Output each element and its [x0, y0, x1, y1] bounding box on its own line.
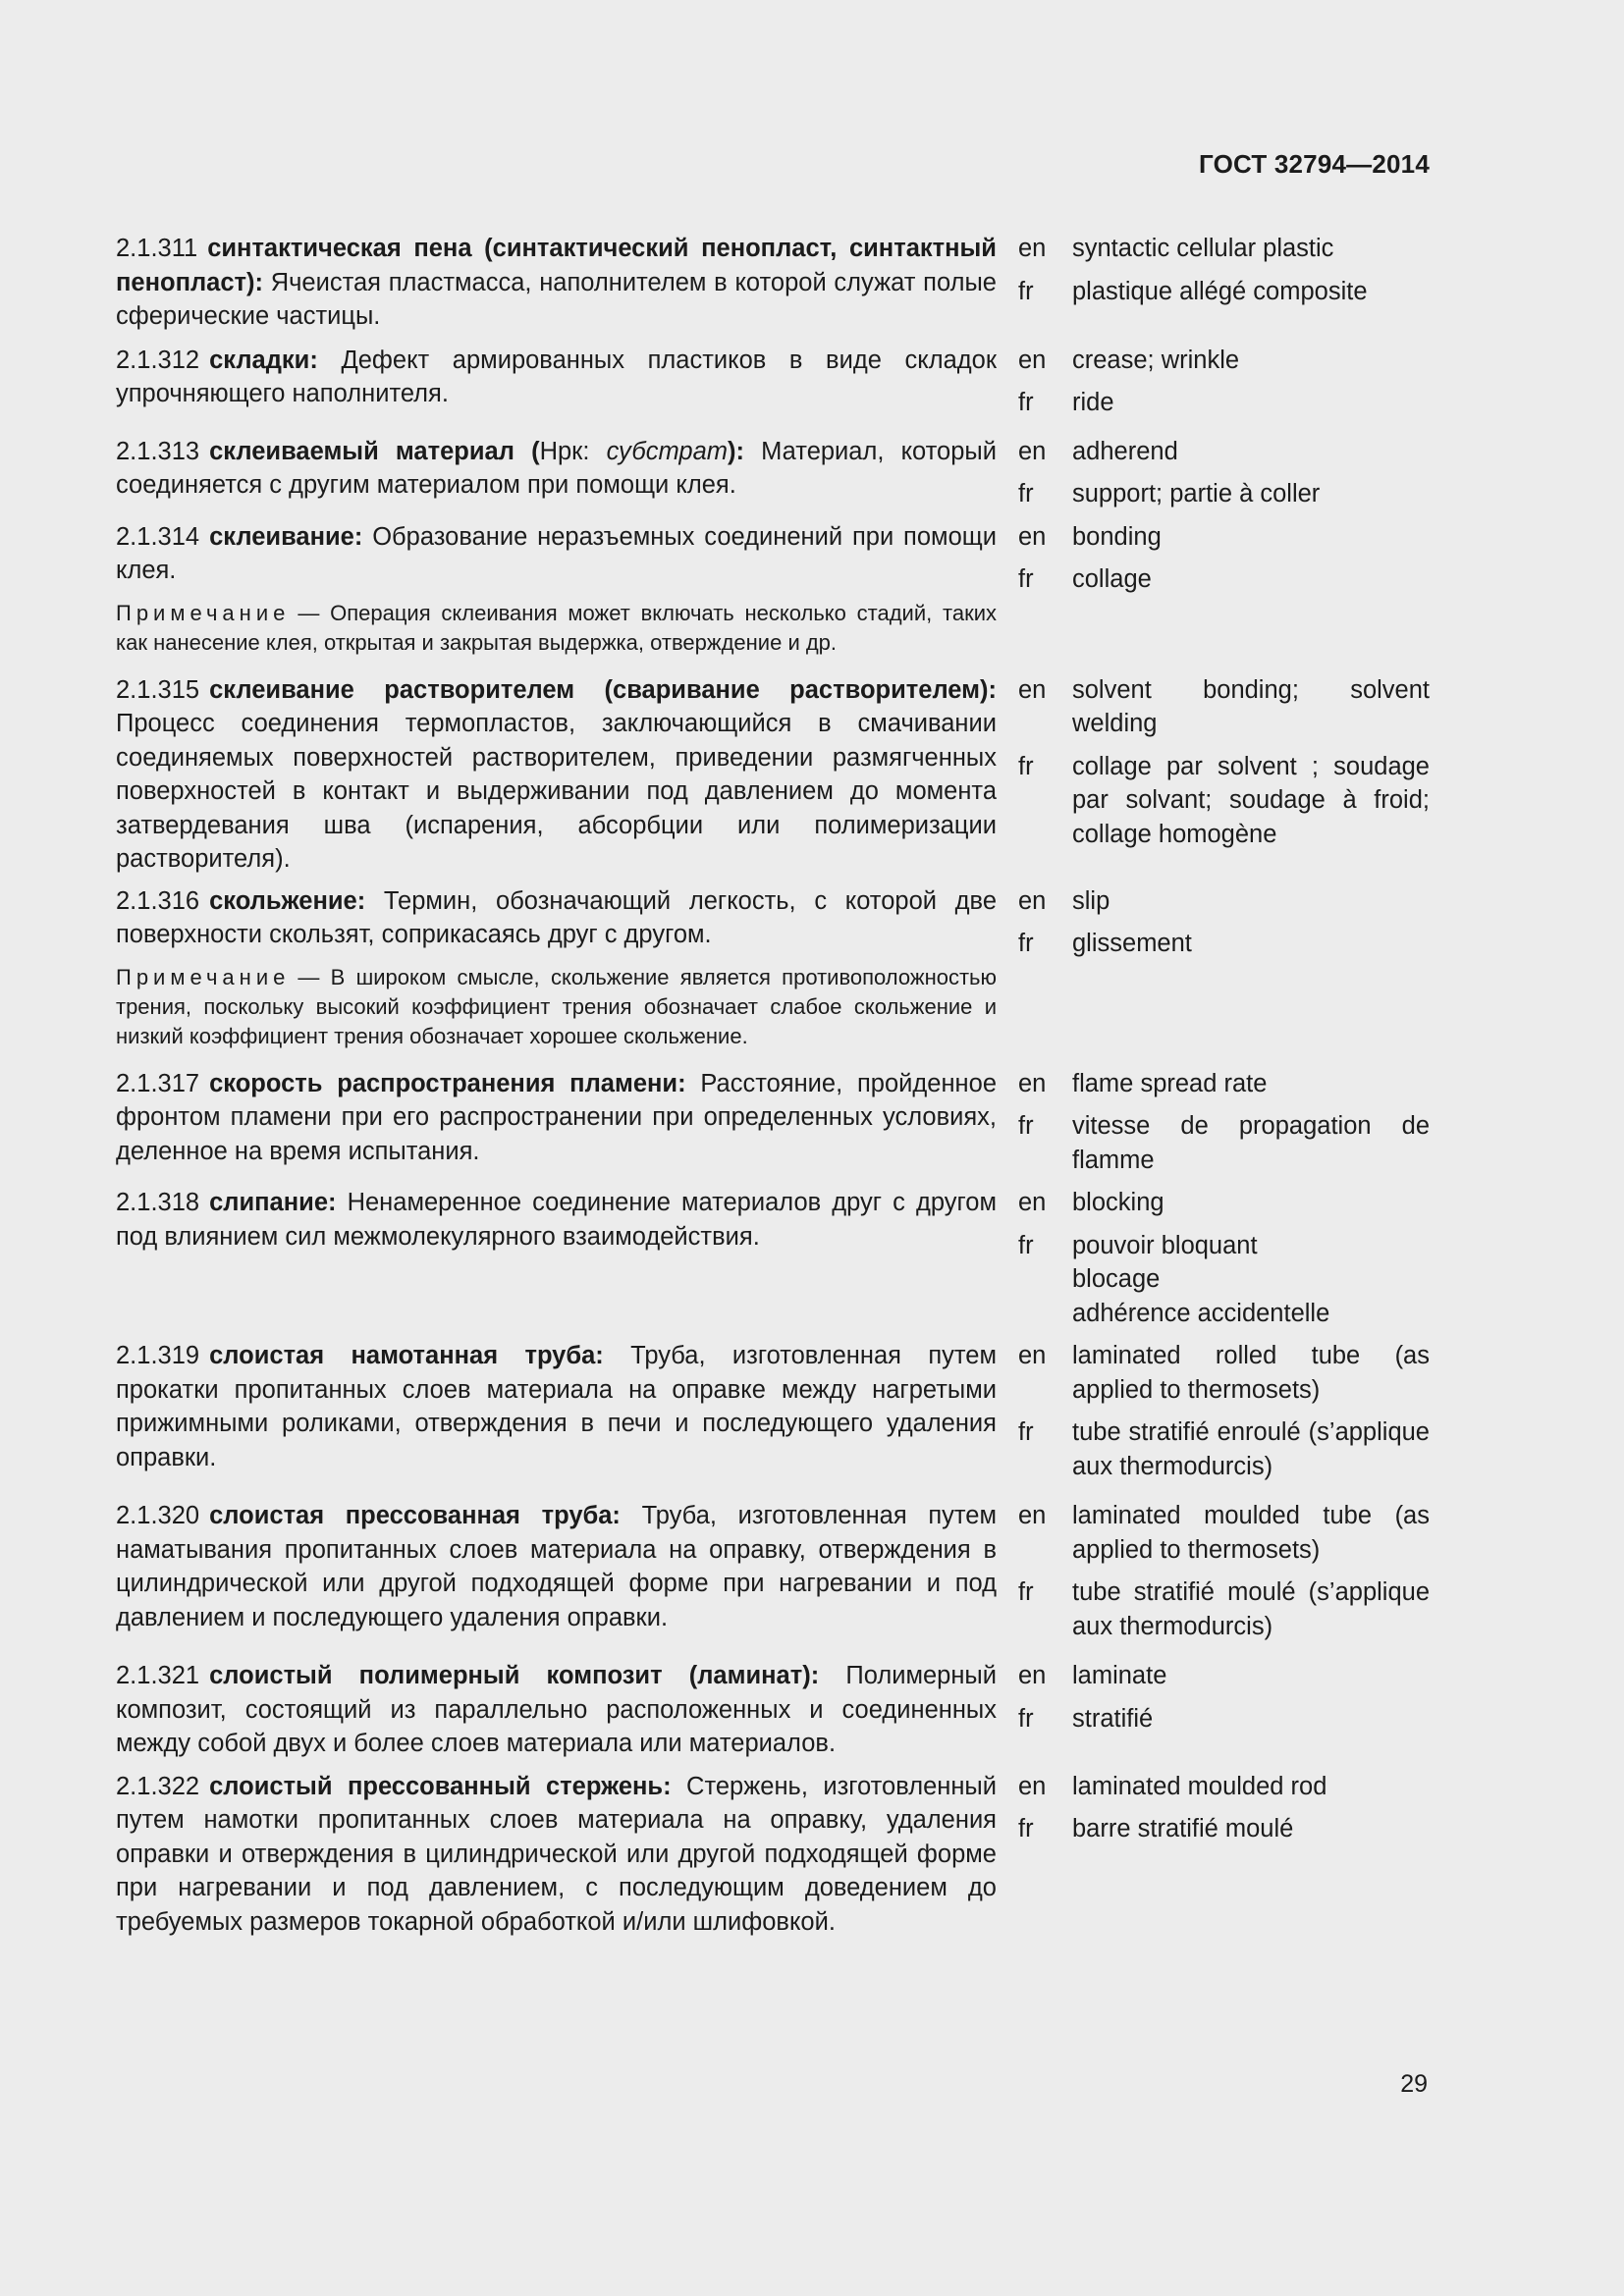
translations	[1018, 884, 1430, 961]
term-note	[116, 963, 997, 1051]
lang-code-en: en	[1018, 1342, 1047, 1369]
english-equivalent: laminated moulded tube (as applied to thermosets)	[1072, 1502, 1430, 1564]
term-definition-block	[116, 232, 997, 334]
term-definition-block	[116, 1339, 997, 1474]
translation-en	[1018, 232, 1430, 266]
term-name-tail: ):	[728, 437, 744, 465]
translations	[1018, 673, 1430, 852]
french-equivalent: tube stratifié enroulé (s’applique aux thermodurcis)	[1072, 1418, 1430, 1480]
deprecated-label: Нрк:	[539, 437, 607, 465]
lang-code-fr: fr	[1018, 277, 1034, 305]
translation-fr	[1018, 1229, 1430, 1331]
translations	[1018, 1186, 1430, 1330]
translation-en	[1018, 1067, 1430, 1101]
french-equivalent: blocage	[1072, 1265, 1161, 1293]
lang-code-en: en	[1018, 522, 1047, 551]
translation-en	[1018, 1499, 1430, 1567]
term-definition	[116, 884, 997, 952]
definition-text: Стержень, изготовленный путем намотки пропитанных слоев материала на оправку, удаления оправки и отверждения в цилиндрической или другой подходящей форме при нагревании и под давлением, с последующим доведением до требуемых размеров токарной обработкой и/или шлифовкой.	[116, 1772, 997, 1936]
french-equivalent: support; partie à coller	[1072, 480, 1321, 507]
term-name: склеивание:	[209, 522, 363, 551]
definition-text: Труба, изготовленная путем наматывания пропитанных слоев материала на оправку, отверждения в цилиндрической или другой подходящей форме при нагревании и под давлением и последующего удаления оправки.	[116, 1502, 997, 1631]
translation-fr	[1018, 1575, 1430, 1643]
definition-text: Ячеистая пластмасса, наполнителем в которой служат полые сферические частицы.	[116, 268, 997, 330]
term-definition	[116, 673, 997, 877]
term-entry	[116, 1339, 1430, 1483]
term-name: скорость распространения пламени:	[209, 1069, 686, 1097]
translations	[1018, 1339, 1430, 1483]
lang-code-en: en	[1018, 235, 1047, 262]
definition-text: Образование неразъемных соединений при помощи клея.	[116, 522, 997, 584]
translation-en	[1018, 673, 1430, 741]
term-name: слоистый полимерный композит (ламинат):	[209, 1662, 820, 1689]
term-definition-block	[116, 884, 997, 1051]
translation-fr	[1018, 1702, 1430, 1736]
deprecated-term: субстрат	[606, 437, 729, 465]
lang-code-fr: fr	[1018, 1418, 1034, 1446]
french-equivalent: adhérence accidentelle	[1072, 1299, 1330, 1327]
term-entry	[116, 884, 1430, 1051]
term-number: 2.1.319	[116, 1342, 200, 1369]
term-definition-block	[116, 1499, 997, 1634]
french-equivalent: pouvoir bloquant	[1072, 1231, 1258, 1259]
french-equivalent: plastique allégé composite	[1072, 277, 1368, 305]
term-definition-block	[116, 435, 997, 503]
lang-code-en: en	[1018, 1772, 1047, 1800]
translation-fr	[1018, 750, 1430, 852]
lang-code-en: en	[1018, 1502, 1047, 1529]
translation-fr	[1018, 1812, 1430, 1846]
definition-text: Процесс соединения термопластов, заключающийся в смачивании соединяемых поверхностей растворителем, приведении размягченных поверхностей в контакт и выдерживании под давлением до момента затвердевания шва (испарения, абсорбции или полимеризации растворителя).	[116, 710, 997, 873]
lang-code-en: en	[1018, 1662, 1047, 1689]
term-number: 2.1.318	[116, 1189, 200, 1216]
term-name: синтактическая пена (синтактический пенопласт, синтактный пенопласт):	[116, 235, 997, 296]
translation-fr	[1018, 1109, 1430, 1177]
lang-code-fr: fr	[1018, 565, 1034, 593]
translations	[1018, 520, 1430, 597]
english-equivalent: adherend	[1072, 437, 1178, 465]
term-definition	[116, 1339, 997, 1474]
term-number: 2.1.321	[116, 1662, 200, 1689]
translation-en	[1018, 1339, 1430, 1407]
lang-code-fr: fr	[1018, 389, 1034, 416]
translation-en	[1018, 1659, 1430, 1693]
term-entry	[116, 673, 1430, 877]
translations	[1018, 1499, 1430, 1643]
term-name: слоистая прессованная труба:	[209, 1502, 621, 1529]
term-number: 2.1.316	[116, 886, 200, 915]
translation-fr	[1018, 477, 1430, 511]
definition-text: Полимерный композит, состоящий из параллельно расположенных и соединенных между собой двух и более слоев материала или материалов.	[116, 1662, 997, 1757]
term-number: 2.1.320	[116, 1502, 200, 1529]
term-number: 2.1.314	[116, 522, 200, 551]
translations	[1018, 1770, 1430, 1846]
term-definition-block	[116, 673, 997, 877]
term-name: складки:	[209, 346, 318, 374]
term-definition	[116, 1186, 997, 1254]
definition-text: Термин, обозначающий легкость, с которой две поверхности скользят, соприкасаясь друг с другом.	[116, 886, 997, 948]
terms-list	[116, 232, 1430, 1939]
english-equivalent: solvent bonding; solvent welding	[1072, 675, 1430, 737]
term-name: слипание:	[209, 1189, 337, 1216]
note-text: — В широком смысле, скольжение является противоположностью трения, поскольку высокий коэффициент трения обозначает слабое скольжение и низкий коэффициент трения обозначает хорошее скольжение.	[116, 964, 997, 1048]
lang-code-en: en	[1018, 1069, 1047, 1097]
term-entry	[116, 232, 1430, 334]
term-definition	[116, 344, 997, 411]
english-equivalent: syntactic cellular plastic	[1072, 235, 1334, 262]
term-number: 2.1.311	[116, 235, 198, 262]
page-number: 29	[1400, 2070, 1428, 2098]
french-equivalents	[1072, 1229, 1430, 1331]
lang-code-fr: fr	[1018, 1231, 1034, 1259]
term-name: склеиваемый материал (	[209, 437, 540, 465]
french-equivalent: collage	[1072, 565, 1152, 593]
term-number: 2.1.313	[116, 437, 200, 465]
french-equivalent: stratifié	[1072, 1704, 1154, 1733]
lang-code-fr: fr	[1018, 1815, 1034, 1842]
term-entry	[116, 1770, 1430, 1940]
french-equivalent: glissement	[1072, 930, 1192, 957]
term-definition-block	[116, 1186, 997, 1254]
definition-text: Дефект армированных пластиков в виде складок упрочняющего наполнителя.	[116, 346, 997, 407]
translation-fr	[1018, 1415, 1430, 1483]
french-equivalent: ride	[1072, 389, 1114, 416]
term-definition	[116, 1659, 997, 1761]
term-name: склеивание растворителем (сваривание растворителем):	[209, 675, 997, 704]
translation-en	[1018, 344, 1430, 378]
english-equivalent: flame spread rate	[1072, 1069, 1268, 1097]
definition-text: Труба, изготовленная путем прокатки пропитанных слоев материала на оправке между нагретыми прижимными роликами, отверждения в печи и последующего удаления оправки.	[116, 1342, 997, 1471]
lang-code-fr: fr	[1018, 480, 1034, 507]
translation-en	[1018, 435, 1430, 469]
definition-text: Материал, который соединяется с другим материалом при помощи клея.	[116, 437, 997, 499]
translation-fr	[1018, 275, 1430, 309]
french-equivalent: vitesse de propagation de flamme	[1072, 1112, 1430, 1174]
english-equivalent: blocking	[1072, 1189, 1164, 1216]
definition-text: Расстояние, пройденное фронтом пламени при его распространении при определенных условиях, деленное на время испытания.	[116, 1069, 998, 1165]
english-equivalent: crease; wrinkle	[1072, 346, 1240, 374]
translations	[1018, 1659, 1430, 1735]
translation-en	[1018, 520, 1430, 555]
term-entry	[116, 1659, 1430, 1761]
english-equivalent: laminate	[1072, 1662, 1167, 1689]
term-definition	[116, 232, 997, 334]
term-definition-block	[116, 1659, 997, 1761]
lang-code-fr: fr	[1018, 1112, 1034, 1140]
note-label: Примечание	[116, 600, 291, 625]
lang-code-fr: fr	[1018, 930, 1034, 957]
term-definition	[116, 1067, 997, 1169]
term-entry	[116, 1186, 1430, 1330]
standard-header: ГОСТ 32794—2014	[1199, 149, 1430, 179]
term-number: 2.1.322	[116, 1772, 200, 1800]
term-name: скольжение:	[209, 886, 366, 915]
term-note	[116, 599, 997, 658]
translation-fr	[1018, 927, 1430, 961]
lang-code-en: en	[1018, 437, 1047, 465]
note-label: Примечание	[116, 964, 291, 989]
definition-text: Ненамеренное соединение материалов друг с другом под влиянием сил межмолекулярного взаимодействия.	[116, 1189, 997, 1251]
translations	[1018, 232, 1430, 308]
english-equivalent: laminated rolled tube (as applied to thermosets)	[1072, 1342, 1430, 1404]
term-definition-block	[116, 1770, 997, 1940]
lang-code-en: en	[1018, 886, 1047, 915]
translations	[1018, 1067, 1430, 1178]
english-equivalent: laminated moulded rod	[1072, 1772, 1327, 1800]
note-text: — Операция склеивания может включать несколько стадий, таких как нанесение клея, открытая и закрытая выдержка, отверждение и др.	[116, 600, 997, 655]
term-definition-block	[116, 1067, 997, 1169]
term-number: 2.1.317	[116, 1069, 200, 1097]
term-definition	[116, 1770, 997, 1940]
term-definition	[116, 520, 997, 588]
lang-code-en: en	[1018, 675, 1047, 704]
translation-en	[1018, 1186, 1430, 1220]
translation-fr	[1018, 562, 1430, 597]
term-entry	[116, 520, 1430, 658]
term-number: 2.1.312	[116, 346, 200, 374]
term-entry	[116, 1067, 1430, 1178]
term-entry	[116, 435, 1430, 511]
translations	[1018, 344, 1430, 420]
french-equivalent: barre stratifié moulé	[1072, 1815, 1294, 1842]
term-definition-block	[116, 344, 997, 411]
translation-en	[1018, 884, 1430, 919]
term-definition	[116, 435, 997, 503]
translations	[1018, 435, 1430, 511]
translation-en	[1018, 1770, 1430, 1804]
lang-code-fr: fr	[1018, 1578, 1034, 1606]
lang-code-fr: fr	[1018, 752, 1034, 780]
term-name: слоистый прессованный стержень:	[209, 1772, 672, 1800]
english-equivalent: bonding	[1072, 522, 1162, 551]
term-definition	[116, 1499, 997, 1634]
french-equivalent: collage par solvent ; soudage par solvant; soudage à froid; collage homogène	[1072, 752, 1430, 848]
english-equivalent: slip	[1072, 886, 1110, 915]
term-name: слоистая намотанная труба:	[209, 1342, 604, 1369]
term-entry	[116, 1499, 1430, 1643]
lang-code-en: en	[1018, 1189, 1047, 1216]
french-equivalent: tube stratifié moulé (s’applique aux thermodurcis)	[1072, 1578, 1430, 1640]
term-definition-block	[116, 520, 997, 658]
lang-code-fr: fr	[1018, 1704, 1034, 1733]
lang-code-en: en	[1018, 346, 1047, 374]
term-entry	[116, 344, 1430, 420]
term-number: 2.1.315	[116, 675, 200, 704]
translation-fr	[1018, 386, 1430, 420]
